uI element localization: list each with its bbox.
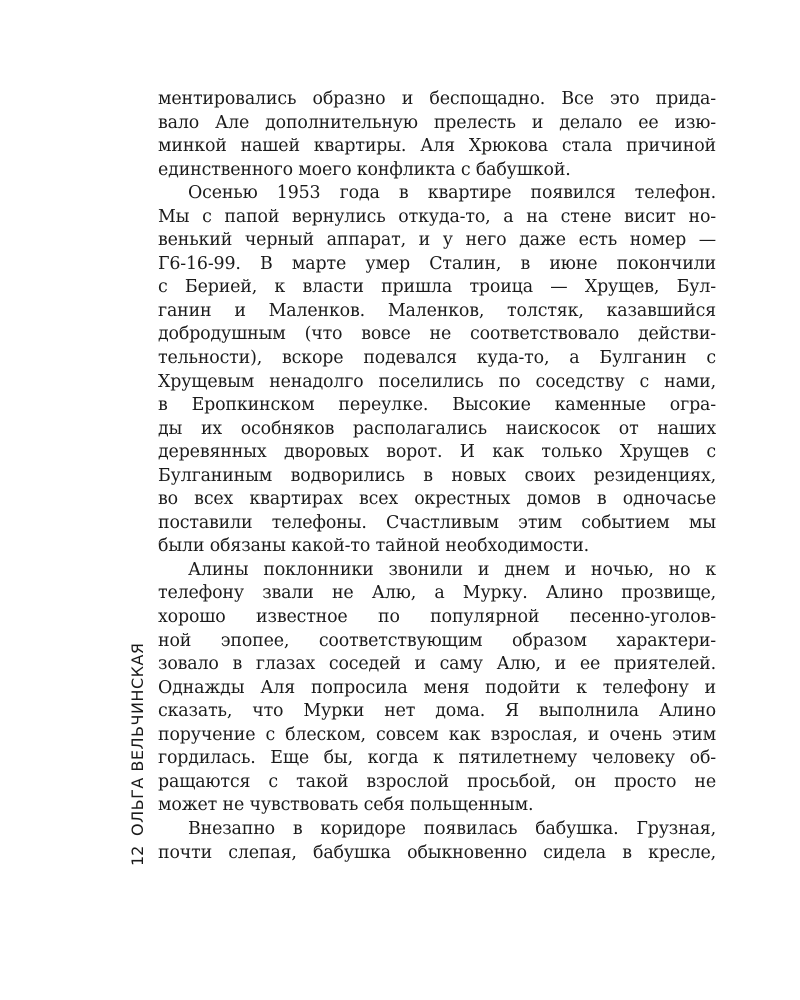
text-line: в Еропкинском переулке. Высокие каменные огра- (158, 395, 716, 416)
text-line: были обязаны какой-то тайной необходимости. (158, 536, 590, 557)
text-line: вало Але дополнительную прелесть и делало ее изю- (158, 112, 716, 133)
text-line: Осенью 1953 года в квартире появился телефон. (188, 183, 716, 204)
text-line: добродушным (что вовсе не соответствовало действи- (158, 324, 716, 345)
running-header-author: ОЛЬГА ВЕЛЬЧИНСКАЯ (128, 642, 147, 836)
text-line: ментировались образно и беспощадно. Все это прида- (158, 89, 716, 109)
text-line: хорошо известное по популярной песенно-уголов- (158, 607, 716, 628)
text-line: гордилась. Еще бы, когда к пятилетнему человеку об- (158, 748, 716, 769)
text-line: ды их особняков располагались наискосок от наших (158, 418, 716, 439)
text-line: зовало в глазах соседей и саму Алю, и ее приятелей. (158, 654, 716, 675)
text-line: Однажды Аля попросила меня подойти к телефону и (158, 677, 716, 698)
text-line: почти слепая, бабушка обыкновенно сидела в кресле, (158, 842, 716, 863)
text-line: тельности), вскоре подевался куда-то, а Булганин с (158, 348, 716, 369)
text-line: поставили телефоны. Счастливым этим событием мы (158, 512, 716, 533)
body-text (158, 88, 716, 865)
text-line: Г6-16-99. В марте умер Сталин, в июне покончили (158, 253, 716, 274)
text-line: ной эпопее, соответствующим образом характери- (158, 630, 716, 651)
text-line: ганин и Маленков. Маленков, толстяк, казавшийся (158, 300, 716, 321)
text-line: минкой нашей квартиры. Аля Хрюкова стала причиной (158, 136, 716, 157)
text-line: единственного моего конфликта с бабушкой. (158, 159, 571, 180)
text-line: с Берией, к власти пришла троица — Хрущев, Бул- (158, 277, 716, 298)
text-line: Мы с папой вернулись откуда-то, а на стене висит но- (158, 206, 716, 227)
text-line: Внезапно в коридоре появилась бабушка. Грузная, (188, 818, 716, 839)
page-number: 12 (128, 845, 147, 866)
text-line: Булганиным водворились в новых своих резиденциях, (158, 465, 716, 486)
text-line: может не чувствовать себя польщенным. (158, 795, 534, 816)
text-line: сказать, что Мурки нет дома. Я выполнила Алино (158, 701, 716, 722)
text-line: деревянных дворовых ворот. И как только Хрущев с (158, 442, 716, 463)
text-line: телефону звали не Алю, а Мурку. Алино прозвище, (158, 583, 716, 604)
text-line: поручение с блеском, совсем как взрослая, и очень этим (158, 724, 716, 745)
text-line: венький черный аппарат, и у него даже есть номер — (158, 230, 716, 251)
text-line: Хрущевым ненадолго поселились по соседству с нами, (158, 371, 716, 392)
text-line: Алины поклонники звонили и днем и ночью, но к (188, 559, 716, 580)
text-line: ращаются с такой взрослой просьбой, он просто не (158, 771, 716, 792)
text-line: во всех квартирах всех окрестных домов в одночасье (158, 489, 716, 510)
